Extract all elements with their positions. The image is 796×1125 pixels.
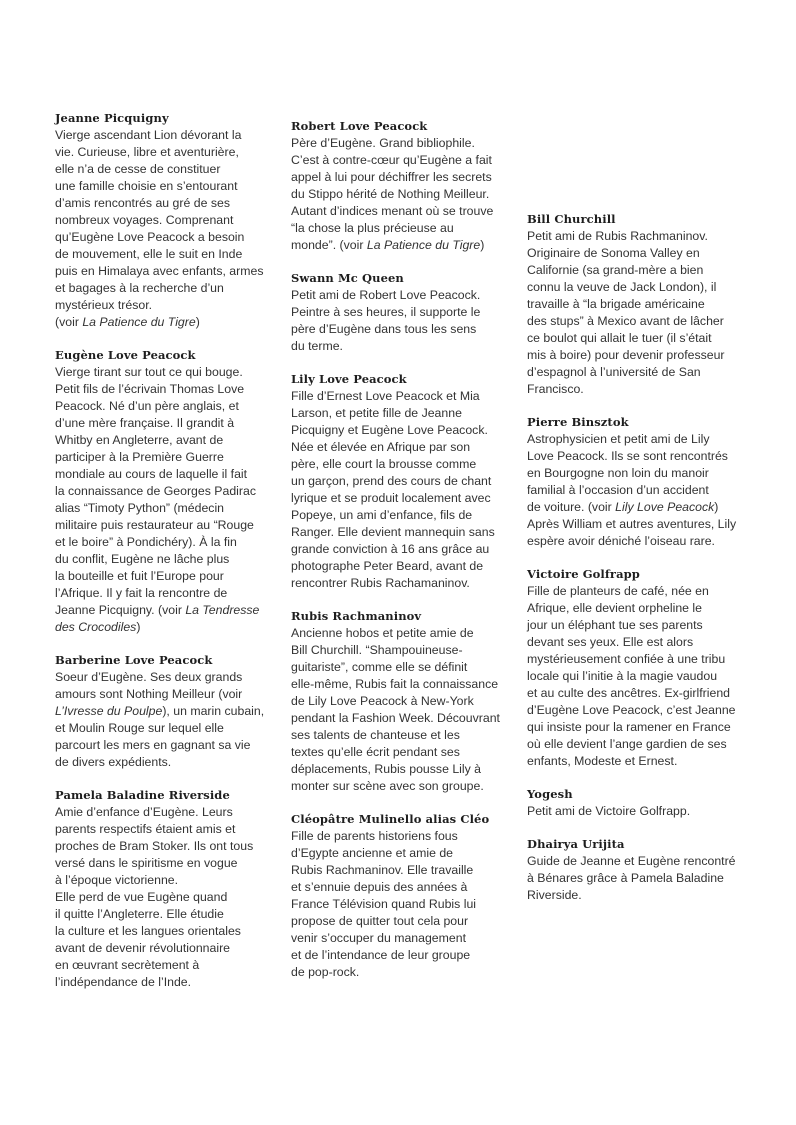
text-segment: et s’ennuie depuis des années à xyxy=(291,880,468,894)
character-entry xyxy=(291,270,513,355)
description-line xyxy=(527,499,757,516)
description-line xyxy=(527,228,757,245)
description-line xyxy=(55,517,275,534)
text-segment: du Stippo hérité de Nothing Meilleur. xyxy=(291,187,490,201)
text-segment: Ancienne hobos et petite amie de xyxy=(291,626,474,640)
description-line xyxy=(527,736,757,753)
text-segment: Après William et autres aventures, Lily xyxy=(527,517,737,531)
character-entry xyxy=(291,118,513,254)
text-segment: Autant d’indices menant où se trouve xyxy=(291,204,494,218)
description-line xyxy=(291,220,513,237)
text-segment: d’amis rencontrés au gré de ses xyxy=(55,196,230,210)
text-segment: père d’Eugène dans tous les sens xyxy=(291,322,477,336)
text-segment: qui insiste pour la ramener en France xyxy=(527,720,731,734)
character-entry xyxy=(291,811,513,981)
text-segment: de pop-rock. xyxy=(291,965,360,979)
text-segment: de Lily Love Peacock à New-York xyxy=(291,694,474,708)
text-segment: Astrophysicien et petit ami de Lily xyxy=(527,432,710,446)
description-line xyxy=(55,280,275,297)
text-segment: enfants, Modeste et Ernest. xyxy=(527,754,678,768)
text-segment: de voiture. (voir xyxy=(527,500,616,514)
character-description xyxy=(291,287,513,355)
description-line xyxy=(527,753,757,770)
text-segment: Popeye, un ami d’enfance, fils de xyxy=(291,508,473,522)
description-line xyxy=(291,321,513,338)
character-entry xyxy=(55,110,275,331)
description-line xyxy=(291,456,513,473)
description-line xyxy=(291,405,513,422)
description-line xyxy=(527,600,757,617)
character-description xyxy=(527,803,757,820)
text-segment: à l’époque victorienne. xyxy=(55,873,179,887)
description-line xyxy=(55,838,275,855)
character-name: Cléopâtre Mulinello alias Cléo xyxy=(291,812,490,826)
description-line xyxy=(55,568,275,585)
character-name: Lily Love Peacock xyxy=(291,372,407,386)
text-segment: vie. Curieuse, libre et aventurière, xyxy=(55,145,239,159)
description-line xyxy=(291,558,513,575)
description-line xyxy=(55,263,275,280)
description-line xyxy=(55,804,275,821)
character-description xyxy=(55,364,275,636)
text-segment: Soeur d’Eugène. Ses deux grands xyxy=(55,670,243,684)
text-segment: et Moulin Rouge sur lequel elle xyxy=(55,721,224,735)
text-segment: Petit fils de l’écrivain Thomas Love xyxy=(55,382,245,396)
description-line xyxy=(291,507,513,524)
text-segment: d’espagnol à l’université de San xyxy=(527,365,701,379)
character-description xyxy=(291,135,513,254)
character-description xyxy=(55,804,275,991)
description-line xyxy=(291,828,513,845)
character-description xyxy=(291,828,513,981)
text-segment: Vierge tirant sur tout ce qui bouge. xyxy=(55,365,243,379)
description-line xyxy=(55,195,275,212)
description-line xyxy=(55,602,275,619)
text-segment: monde”. (voir xyxy=(291,238,367,252)
description-line xyxy=(55,669,275,686)
description-line xyxy=(55,314,275,331)
description-line xyxy=(527,887,757,904)
text-segment: Amie d’enfance d’Eugène. Leurs xyxy=(55,805,233,819)
text-segment: la bouteille et fuit l’Europe pour xyxy=(55,569,224,583)
description-line xyxy=(527,668,757,685)
text-segment: la connaissance de Georges Padirac xyxy=(55,484,256,498)
character-name: Barberine Love Peacock xyxy=(55,653,213,667)
description-line xyxy=(291,575,513,592)
description-line xyxy=(291,778,513,795)
description-line xyxy=(291,659,513,676)
text-segment: Fille de parents historiens fous xyxy=(291,829,458,843)
text-segment: lyrique et se produit localement avec xyxy=(291,491,491,505)
description-line xyxy=(55,754,275,771)
book-title: Lily Love Peacock xyxy=(615,500,715,514)
description-line xyxy=(291,388,513,405)
description-line xyxy=(527,465,757,482)
character-name: Eugène Love Peacock xyxy=(55,348,196,362)
text-segment: Elle perd de vue Eugène quand xyxy=(55,890,228,904)
description-line xyxy=(291,693,513,710)
text-segment: ) xyxy=(136,620,141,634)
text-segment: de divers expédients. xyxy=(55,755,172,769)
text-segment: textes qu’elle écrit pendant ses xyxy=(291,745,460,759)
description-line xyxy=(55,889,275,906)
description-line xyxy=(291,845,513,862)
text-segment: Afrique, elle devient orpheline le xyxy=(527,601,703,615)
text-segment: Love Peacock. Ils se sont rencontrés xyxy=(527,449,728,463)
description-line xyxy=(55,449,275,466)
description-line xyxy=(291,203,513,220)
character-entry xyxy=(527,786,757,820)
description-line xyxy=(291,642,513,659)
description-line xyxy=(55,703,275,720)
text-segment: France Télévision quand Rubis lui xyxy=(291,897,477,911)
description-line xyxy=(291,490,513,507)
text-segment: Vierge ascendant Lion dévorant la xyxy=(55,128,242,142)
description-line xyxy=(527,702,757,719)
text-segment: mystérieux trésor. xyxy=(55,298,153,312)
text-segment: venir s’occuper du management xyxy=(291,931,466,945)
description-line xyxy=(55,686,275,703)
description-line xyxy=(55,855,275,872)
text-segment: Francisco. xyxy=(527,382,584,396)
description-line xyxy=(291,727,513,744)
text-segment: elle-même, Rubis fait la connaissance xyxy=(291,677,499,691)
description-line xyxy=(291,304,513,321)
text-segment: Fille d’Ernest Love Peacock et Mia xyxy=(291,389,480,403)
description-line xyxy=(291,710,513,727)
text-segment: l’Afrique. Il y fait la rencontre de xyxy=(55,586,228,600)
text-segment: du terme. xyxy=(291,339,343,353)
text-segment: Petit ami de Rubis Rachmaninov. xyxy=(527,229,708,243)
description-line xyxy=(55,974,275,991)
text-segment: à Bénares grâce à Pamela Baladine xyxy=(527,871,724,885)
description-line xyxy=(55,957,275,974)
description-line xyxy=(55,619,275,636)
text-segment: Californie (sa grand-mère a bien xyxy=(527,263,704,277)
character-name: Victoire Golfrapp xyxy=(527,567,640,581)
description-line xyxy=(291,761,513,778)
text-segment: et le boire” à Pondichéry). À la fin xyxy=(55,535,237,549)
text-segment: et de l’intendance de leur groupe xyxy=(291,948,471,962)
text-segment: la culture et les langues orientales xyxy=(55,924,241,938)
description-line xyxy=(291,964,513,981)
character-description xyxy=(291,388,513,592)
text-segment: alias “Timoty Python” (médecin xyxy=(55,501,225,515)
description-line xyxy=(527,634,757,651)
text-segment: militaire puis restaurateur au “Rouge xyxy=(55,518,254,532)
text-segment: Rubis Rachmaninov. Elle travaille xyxy=(291,863,474,877)
text-segment: ), un marin cubain, xyxy=(162,704,265,718)
description-line xyxy=(527,431,757,448)
text-segment: nombreux voyages. Comprenant xyxy=(55,213,234,227)
text-segment: Jeanne Picquigny. (voir xyxy=(55,603,186,617)
text-segment: travaille à “la brigade américaine xyxy=(527,297,705,311)
description-line xyxy=(527,448,757,465)
column-3 xyxy=(527,211,757,920)
text-segment: d’Eugène Love Peacock, c’est Jeanne xyxy=(527,703,736,717)
description-line xyxy=(291,422,513,439)
text-segment: rencontrer Rubis Rachamaninov. xyxy=(291,576,470,590)
description-line xyxy=(55,161,275,178)
description-line xyxy=(527,651,757,668)
text-segment: et au culte des ancêtres. Ex-girlfriend xyxy=(527,686,731,700)
text-segment: du conflit, Eugène ne lâche plus xyxy=(55,552,230,566)
character-entry xyxy=(291,608,513,795)
text-segment: mis à boire) pour devenir professeur xyxy=(527,348,725,362)
text-segment: d’une mère française. Il grandit à xyxy=(55,416,235,430)
text-segment: qu’Eugène Love Peacock a besoin xyxy=(55,230,245,244)
character-name: Yogesh xyxy=(527,787,573,801)
text-segment: participer à la Première Guerre xyxy=(55,450,224,464)
description-line xyxy=(291,744,513,761)
text-segment: Peacock. Né d’un père anglais, et xyxy=(55,399,239,413)
character-name: Pierre Binsztok xyxy=(527,415,629,429)
description-line xyxy=(527,296,757,313)
description-line xyxy=(55,466,275,483)
character-description xyxy=(291,625,513,795)
text-segment: espère avoir déniché l’oiseau rare. xyxy=(527,534,715,548)
description-line xyxy=(291,524,513,541)
book-title: La Tendresse xyxy=(185,603,260,617)
text-segment: grande conviction à 16 ans grâce au xyxy=(291,542,490,556)
text-segment: locale qui l’initie à la magie vaudou xyxy=(527,669,718,683)
text-segment: “la chose la plus précieuse au xyxy=(291,221,454,235)
character-entry xyxy=(55,787,275,991)
character-entry xyxy=(527,836,757,904)
text-segment: Petit ami de Victoire Golfrapp. xyxy=(527,804,691,818)
text-segment: devant ses yeux. Elle est alors xyxy=(527,635,694,649)
column-2 xyxy=(291,118,513,997)
text-segment: versé dans le spiritisme en vogue xyxy=(55,856,238,870)
description-line xyxy=(55,534,275,551)
character-entry xyxy=(55,347,275,636)
description-line xyxy=(291,930,513,947)
description-line xyxy=(55,821,275,838)
description-line xyxy=(55,585,275,602)
description-line xyxy=(291,625,513,642)
description-line xyxy=(55,737,275,754)
text-segment: Petit ami de Robert Love Peacock. xyxy=(291,288,481,302)
text-segment: mondiale au cours de laquelle il fait xyxy=(55,467,248,481)
description-line xyxy=(527,279,757,296)
text-segment: Née et élevée en Afrique par son xyxy=(291,440,471,454)
description-line xyxy=(55,127,275,144)
description-line xyxy=(527,803,757,820)
text-segment: ) xyxy=(714,500,719,514)
description-line xyxy=(55,246,275,263)
text-segment: Whitby en Angleterre, avant de xyxy=(55,433,224,447)
text-segment: Guide de Jeanne et Eugène rencontré xyxy=(527,854,736,868)
description-line xyxy=(291,541,513,558)
text-segment: de mouvement, elle le suit en Inde xyxy=(55,247,243,261)
description-line xyxy=(55,398,275,415)
text-segment: pendant la Fashion Week. Découvrant xyxy=(291,711,500,725)
description-line xyxy=(527,245,757,262)
character-name: Dhairya Urijita xyxy=(527,837,625,851)
description-line xyxy=(527,685,757,702)
text-segment: une famille choisie en s’entourant xyxy=(55,179,238,193)
description-line xyxy=(291,135,513,152)
character-description xyxy=(55,127,275,331)
text-segment: ) xyxy=(195,315,200,329)
character-description xyxy=(527,853,757,904)
text-segment: appel à lui pour déchiffrer les secrets xyxy=(291,170,492,184)
description-line xyxy=(55,144,275,161)
character-description xyxy=(527,583,757,770)
character-description xyxy=(55,669,275,771)
text-segment: propose de quitter tout cela pour xyxy=(291,914,469,928)
description-line xyxy=(527,313,757,330)
description-line xyxy=(527,482,757,499)
description-line xyxy=(291,473,513,490)
description-line xyxy=(527,617,757,634)
text-segment: Ranger. Elle devient mannequin sans xyxy=(291,525,495,539)
book-title: L’Ivresse du Poulpe xyxy=(55,704,163,718)
text-segment: où elle devient l’ange gardien de ses xyxy=(527,737,727,751)
text-segment: ce boulot qui allait le tuer (il s’était xyxy=(527,331,712,345)
text-segment: l’indépendance de l’Inde. xyxy=(55,975,192,989)
text-segment: Originaire de Sonoma Valley en xyxy=(527,246,700,260)
character-entry xyxy=(527,566,757,770)
description-line xyxy=(55,872,275,889)
description-line xyxy=(55,432,275,449)
character-name: Robert Love Peacock xyxy=(291,119,428,133)
character-entry xyxy=(291,371,513,592)
description-line xyxy=(55,415,275,432)
text-segment: avant de devenir révolutionnaire xyxy=(55,941,231,955)
description-line xyxy=(55,906,275,923)
text-segment: mystérieusement confiée à une tribu xyxy=(527,652,726,666)
character-entry xyxy=(527,211,757,398)
description-line xyxy=(291,439,513,456)
text-segment: Picquigny et Eugène Love Peacock. xyxy=(291,423,488,437)
description-line xyxy=(291,913,513,930)
text-segment: elle n’a de cesse de constituer xyxy=(55,162,221,176)
character-description xyxy=(527,431,757,550)
description-line xyxy=(291,862,513,879)
text-segment: il quitte l’Angleterre. Elle étudie xyxy=(55,907,224,921)
description-line xyxy=(527,870,757,887)
text-segment: ses talents de chanteuse et les xyxy=(291,728,460,742)
character-entry xyxy=(55,652,275,771)
description-line xyxy=(527,262,757,279)
text-segment: d’Egypte ancienne et amie de xyxy=(291,846,454,860)
text-segment: connu la veuve de Jack London), il xyxy=(527,280,717,294)
description-line xyxy=(527,853,757,870)
description-line xyxy=(527,516,757,533)
book-title: des Crocodiles xyxy=(55,620,137,634)
book-title: La Patience du Tigre xyxy=(366,238,481,252)
text-segment: C’est à contre-cœur qu’Eugène a fait xyxy=(291,153,492,167)
description-line xyxy=(55,720,275,737)
text-segment: Fille de planteurs de café, née en xyxy=(527,584,709,598)
text-segment: parents respectifs étaient amis et xyxy=(55,822,236,836)
description-line xyxy=(55,381,275,398)
text-segment: Père d’Eugène. Grand bibliophile. xyxy=(291,136,475,150)
description-line xyxy=(55,483,275,500)
column-1 xyxy=(55,110,275,1007)
character-description xyxy=(527,228,757,398)
text-segment: Peintre à ses heures, il supporte le xyxy=(291,305,481,319)
description-line xyxy=(527,381,757,398)
text-segment: proches de Bram Stoker. Ils ont tous xyxy=(55,839,254,853)
character-entry xyxy=(527,414,757,550)
text-segment: amours sont Nothing Meilleur (voir xyxy=(55,687,243,701)
description-line xyxy=(55,178,275,195)
description-line xyxy=(527,364,757,381)
description-line xyxy=(55,940,275,957)
description-line xyxy=(55,212,275,229)
description-line xyxy=(527,583,757,600)
description-line xyxy=(55,229,275,246)
description-line xyxy=(291,879,513,896)
book-title: La Patience du Tigre xyxy=(82,315,196,329)
text-segment: père, elle court la brousse comme xyxy=(291,457,477,471)
description-line xyxy=(291,676,513,693)
text-segment: jour un éléphant tue ses parents xyxy=(527,618,703,632)
description-line xyxy=(527,533,757,550)
text-segment: photographe Peter Beard, avant de xyxy=(291,559,484,573)
text-segment: familial à l’occasion d’un accident xyxy=(527,483,709,497)
description-line xyxy=(527,347,757,364)
text-segment: déplacements, Rubis pousse Lily à xyxy=(291,762,482,776)
text-segment: monter sur scène avec son groupe. xyxy=(291,779,484,793)
description-line xyxy=(55,923,275,940)
description-line xyxy=(291,237,513,254)
description-line xyxy=(527,330,757,347)
description-line xyxy=(55,364,275,381)
text-segment: parcourt les mers en gagnant sa vie xyxy=(55,738,251,752)
description-line xyxy=(291,186,513,203)
character-name: Bill Churchill xyxy=(527,212,616,226)
description-line xyxy=(55,551,275,568)
description-line xyxy=(55,297,275,314)
character-name: Jeanne Picquigny xyxy=(55,111,169,125)
description-line xyxy=(291,169,513,186)
description-line xyxy=(291,152,513,169)
text-segment: ) xyxy=(480,238,485,252)
text-segment: (voir xyxy=(55,315,83,329)
text-segment: un garçon, prend des cours de chant xyxy=(291,474,492,488)
description-line xyxy=(55,500,275,517)
description-line xyxy=(527,719,757,736)
description-line xyxy=(291,947,513,964)
text-segment: guitariste”, comme elle se définit xyxy=(291,660,468,674)
text-segment: et bagages à la recherche d’un xyxy=(55,281,224,295)
text-segment: des stups” à Mexico avant de lâcher xyxy=(527,314,724,328)
description-line xyxy=(291,338,513,355)
text-segment: en Bourgogne non loin du manoir xyxy=(527,466,709,480)
description-line xyxy=(291,896,513,913)
text-segment: en œuvrant secrètement à xyxy=(55,958,200,972)
character-name: Pamela Baladine Riverside xyxy=(55,788,230,802)
text-segment: Bill Churchill. “Shampouineuse- xyxy=(291,643,463,657)
character-name: Rubis Rachmaninov xyxy=(291,609,422,623)
text-segment: Larson, et petite fille de Jeanne xyxy=(291,406,462,420)
character-name: Swann Mc Queen xyxy=(291,271,404,285)
text-segment: Riverside. xyxy=(527,888,582,902)
text-segment: puis en Himalaya avec enfants, armes xyxy=(55,264,264,278)
description-line xyxy=(291,287,513,304)
